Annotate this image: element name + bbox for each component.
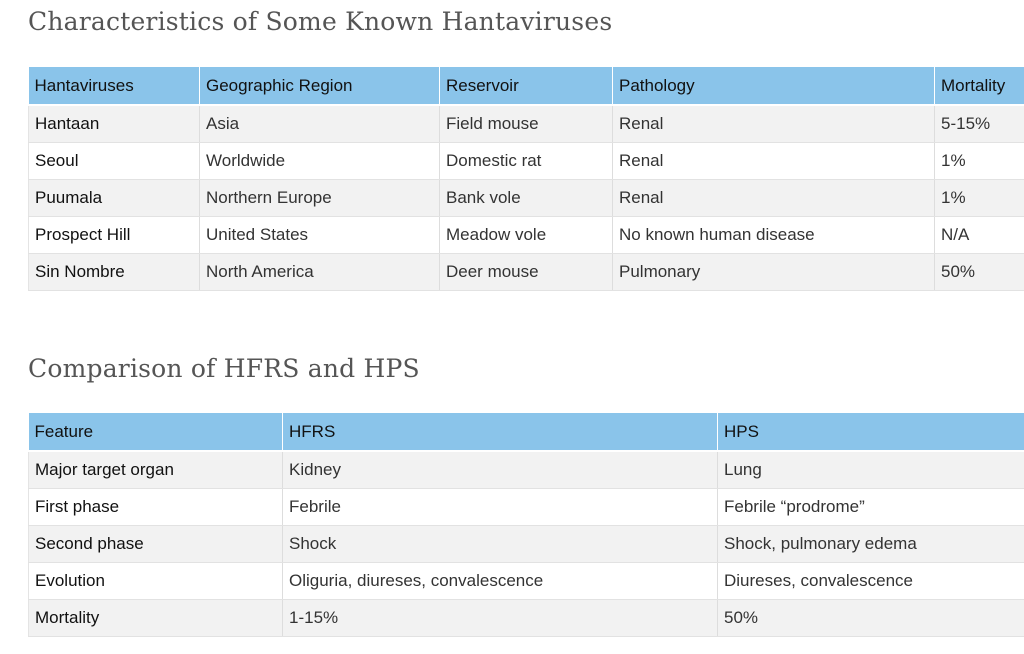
pathology-cell: Renal <box>613 105 935 143</box>
table-row <box>29 105 1024 143</box>
column-header-mortality: Mortality <box>935 67 1024 105</box>
table-header-row <box>29 413 1024 451</box>
feature-cell: First phase <box>29 489 283 526</box>
virus-name-cell: Seoul <box>29 143 200 180</box>
table-row <box>29 254 1024 291</box>
hfrs-cell: Febrile <box>283 489 718 526</box>
hfrs-cell: Shock <box>283 526 718 563</box>
table-row <box>29 563 1024 600</box>
table-header-row <box>29 67 1024 105</box>
mortality-cell: 1% <box>935 180 1024 217</box>
pathology-cell: Pulmonary <box>613 254 935 291</box>
pathology-cell: No known human disease <box>613 217 935 254</box>
column-header-hantaviruses: Hantaviruses <box>29 67 200 105</box>
column-header-reservoir: Reservoir <box>440 67 613 105</box>
hfrs-cell: 1-15% <box>283 600 718 637</box>
reservoir-cell: Field mouse <box>440 105 613 143</box>
table-row <box>29 526 1024 563</box>
pathology-cell: Renal <box>613 180 935 217</box>
table-row <box>29 143 1024 180</box>
column-header-geographic-region: Geographic Region <box>200 67 440 105</box>
table-row <box>29 489 1024 526</box>
table-row <box>29 451 1024 489</box>
hps-cell: Febrile “prodrome” <box>718 489 1024 526</box>
virus-name-cell: Prospect Hill <box>29 217 200 254</box>
table-row <box>29 180 1024 217</box>
reservoir-cell: Domestic rat <box>440 143 613 180</box>
hps-cell: Shock, pulmonary edema <box>718 526 1024 563</box>
hantavirus-characteristics-table <box>28 67 1024 291</box>
feature-cell: Mortality <box>29 600 283 637</box>
virus-name-cell: Hantaan <box>29 105 200 143</box>
hfrs-hps-comparison-table <box>28 413 1024 637</box>
hfrs-cell: Oliguria, diureses, convalescence <box>283 563 718 600</box>
region-cell: Northern Europe <box>200 180 440 217</box>
hfrs-hps-comparison-title: Comparison of HFRS and HPS <box>28 354 420 383</box>
region-cell: United States <box>200 217 440 254</box>
mortality-cell: 5-15% <box>935 105 1024 143</box>
table-row <box>29 600 1024 637</box>
mortality-cell: N/A <box>935 217 1024 254</box>
region-cell: Asia <box>200 105 440 143</box>
table-row <box>29 217 1024 254</box>
hps-cell: Lung <box>718 451 1024 489</box>
feature-cell: Second phase <box>29 526 283 563</box>
column-header-feature: Feature <box>29 413 283 451</box>
hfrs-cell: Kidney <box>283 451 718 489</box>
reservoir-cell: Bank vole <box>440 180 613 217</box>
column-header-hps: HPS <box>718 413 1024 451</box>
hps-cell: Diureses, convalescence <box>718 563 1024 600</box>
region-cell: North America <box>200 254 440 291</box>
column-header-pathology: Pathology <box>613 67 935 105</box>
reservoir-cell: Deer mouse <box>440 254 613 291</box>
virus-name-cell: Puumala <box>29 180 200 217</box>
column-header-hfrs: HFRS <box>283 413 718 451</box>
pathology-cell: Renal <box>613 143 935 180</box>
feature-cell: Major target organ <box>29 451 283 489</box>
reservoir-cell: Meadow vole <box>440 217 613 254</box>
mortality-cell: 50% <box>935 254 1024 291</box>
virus-name-cell: Sin Nombre <box>29 254 200 291</box>
region-cell: Worldwide <box>200 143 440 180</box>
hps-cell: 50% <box>718 600 1024 637</box>
hantavirus-characteristics-title: Characteristics of Some Known Hantaviruses <box>28 7 613 36</box>
mortality-cell: 1% <box>935 143 1024 180</box>
feature-cell: Evolution <box>29 563 283 600</box>
